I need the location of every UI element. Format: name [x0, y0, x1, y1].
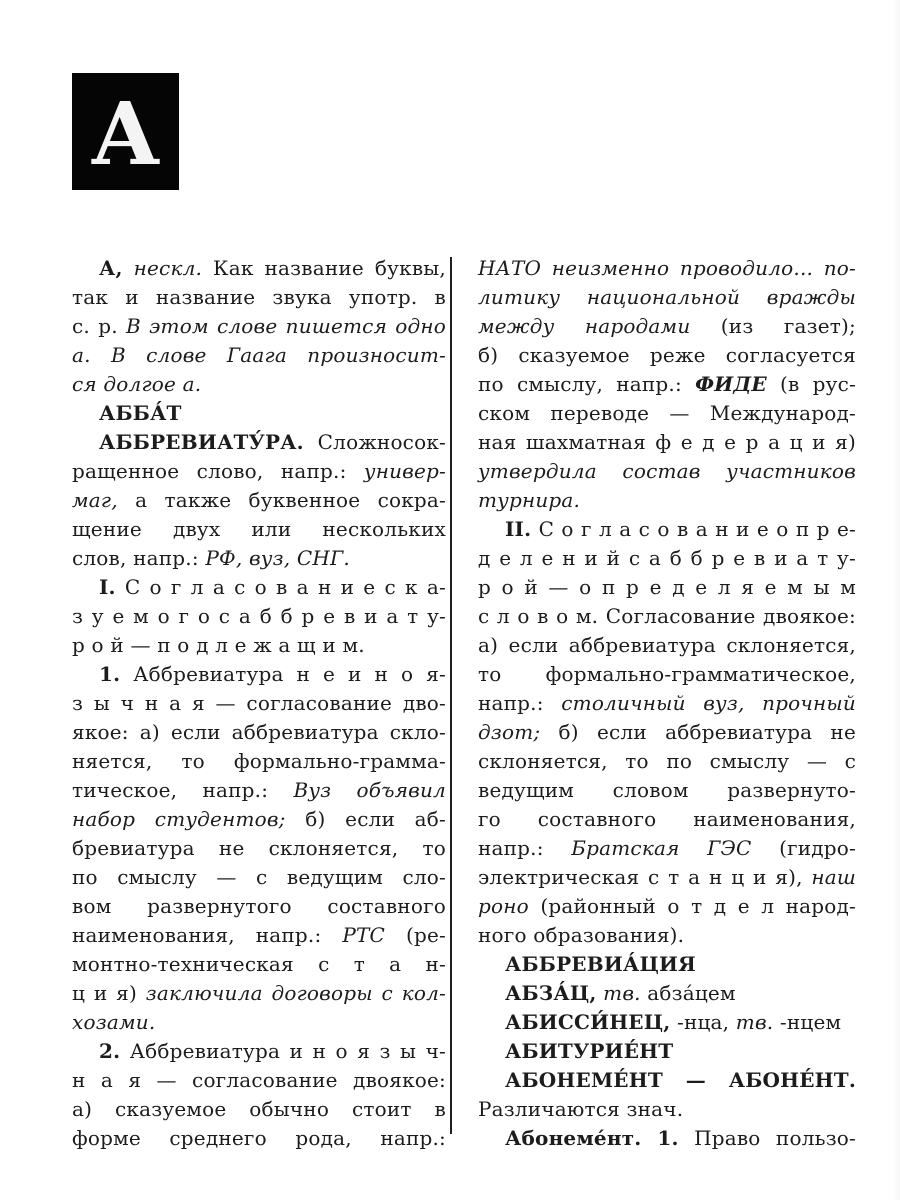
text-segment: АБИССИ́НЕЦ, — [505, 1010, 671, 1034]
text-segment: тв. — [729, 1010, 774, 1034]
text-line — [72, 834, 446, 863]
text-line — [478, 544, 856, 573]
text-segment: между народами — [478, 314, 691, 338]
text-line — [478, 718, 856, 747]
text-line — [478, 1037, 856, 1066]
text-line — [72, 747, 446, 776]
text-segment: ФИДЕ — [695, 372, 767, 396]
text-segment: (ре- — [385, 923, 446, 947]
text-line — [72, 805, 446, 834]
text-segment: нескл. — [122, 256, 203, 280]
text-line — [72, 254, 446, 283]
text-segment: го составного наименования, — [478, 807, 856, 831]
text-segment: набор студентов; — [72, 807, 286, 831]
text-segment: абза́цем — [640, 981, 736, 1005]
text-segment: слов, напр.: — [72, 546, 206, 570]
text-line — [72, 486, 446, 515]
text-line — [478, 1008, 856, 1037]
text-line — [72, 1008, 446, 1037]
text-segment: РФ, вуз, СНГ. — [205, 546, 350, 570]
text-segment: склоняется, то по смыслу — с — [478, 749, 856, 773]
text-line — [478, 660, 856, 689]
text-line — [478, 370, 856, 399]
text-segment: р о й — п о д л е ж а щ и м. — [72, 633, 365, 657]
text-line — [478, 515, 856, 544]
text-segment: бревиатура не склоняется, то — [72, 836, 446, 860]
text-line — [72, 1037, 446, 1066]
text-segment: ц и я) — [72, 981, 146, 1005]
text-segment: 2. — [99, 1039, 121, 1063]
text-line — [478, 950, 856, 979]
text-line — [478, 486, 856, 515]
text-line — [478, 1066, 856, 1095]
text-line — [478, 1095, 856, 1124]
text-segment: универ- — [363, 459, 446, 483]
text-segment: (гидро- — [751, 836, 856, 860]
text-segment: Братская ГЭС — [571, 836, 752, 860]
text-segment: д е л е н и й с а б б р е в и а т у- — [478, 546, 856, 570]
text-segment: АББА́Т — [99, 401, 182, 425]
text-line — [478, 805, 856, 834]
text-segment: н а я — согласование двоякое: — [72, 1068, 446, 1092]
text-segment: (из газет); — [690, 314, 856, 338]
text-segment: наш — [811, 865, 856, 889]
text-segment: то формально-грамматическое, — [478, 662, 856, 686]
text-segment: маг, — [72, 488, 118, 512]
text-line — [478, 979, 856, 1008]
column-right — [478, 254, 856, 1153]
text-line — [72, 312, 446, 341]
text-line — [478, 863, 856, 892]
text-line — [72, 950, 446, 979]
text-segment: дзот; — [478, 720, 541, 744]
text-segment: по смыслу, напр.: — [478, 372, 696, 396]
text-segment: Аббревиатура н е и н о я- — [120, 662, 446, 686]
text-segment: литику национальной вражды — [478, 285, 856, 309]
text-line — [478, 399, 856, 428]
text-line — [478, 573, 856, 602]
text-line — [72, 341, 446, 370]
text-segment: няется, то формально-грамма- — [72, 749, 446, 773]
text-segment: ного образования). — [478, 923, 685, 947]
text-segment: АББРЕВИАТУ́РА. — [99, 430, 304, 454]
text-line — [72, 370, 446, 399]
text-segment: тв. — [596, 981, 641, 1005]
letter-section-tile — [72, 73, 179, 190]
text-line — [72, 544, 446, 573]
text-line — [72, 631, 446, 660]
text-segment: турнира. — [478, 488, 581, 512]
text-segment: с. р. — [72, 314, 126, 338]
text-line — [72, 428, 446, 457]
text-segment: напр.: — [478, 836, 572, 860]
text-segment: а) сказуемое обычно стоит в — [72, 1097, 446, 1121]
text-line — [72, 863, 446, 892]
text-segment: Как название буквы, — [202, 256, 446, 280]
text-segment: АББРЕВИА́ЦИЯ — [505, 952, 696, 976]
text-line — [72, 979, 446, 1008]
text-segment: АБИТУРИЕ́НТ — [505, 1039, 674, 1063]
text-segment: электрическая с т а н ц и я), — [478, 865, 812, 889]
text-segment: АБОНЕМЕ́НТ — АБОНЕ́НТ. — [505, 1068, 856, 1092]
text-segment: В этом слове пишется одно — [126, 314, 446, 338]
text-line — [478, 312, 856, 341]
text-line — [478, 341, 856, 370]
text-segment: так и название звука употр. в — [72, 285, 446, 309]
text-segment: ся долгое а. — [72, 372, 202, 396]
column-left — [72, 254, 446, 1153]
text-segment: ведущим словом развернуто- — [478, 778, 856, 802]
text-line — [478, 834, 856, 863]
text-line — [478, 892, 856, 921]
text-line — [72, 1095, 446, 1124]
text-line — [72, 515, 446, 544]
text-segment: С о г л а с о в а н и е с к а- — [115, 575, 446, 599]
text-segment: наименования, напр.: — [72, 923, 343, 947]
text-line — [72, 660, 446, 689]
text-segment: Сложносок- — [303, 430, 446, 454]
text-segment: напр.: — [478, 691, 562, 715]
section-letter: А — [90, 83, 161, 185]
text-line — [72, 399, 446, 428]
text-segment: р о й — о п р е д е л я е м ы м — [478, 575, 856, 599]
text-segment: -нца, — [670, 1010, 730, 1034]
text-segment: 1. — [99, 662, 121, 686]
text-segment: якое: а) если аббревиатура скло- — [72, 720, 446, 744]
text-segment: а также буквенное сокра- — [117, 488, 446, 512]
text-segment: б) если аббревиатура не — [540, 720, 856, 744]
text-segment: утвердила состав участников — [478, 459, 856, 483]
text-line — [72, 573, 446, 602]
text-segment: щение двух или нескольких — [72, 517, 446, 541]
text-line — [72, 602, 446, 631]
text-segment: а) если аббревиатура склоняется, — [478, 633, 856, 657]
text-line — [72, 689, 446, 718]
text-segment: вом развернутого составного — [72, 894, 446, 918]
text-segment: форме среднего рода, напр.: — [72, 1126, 446, 1150]
text-line — [478, 457, 856, 486]
text-line — [72, 1124, 446, 1153]
text-line — [478, 631, 856, 660]
text-segment: хозами. — [72, 1010, 156, 1034]
text-segment: РТС — [342, 923, 386, 947]
text-segment: роно — [478, 894, 529, 918]
text-segment: (в рус- — [766, 372, 856, 396]
text-line — [478, 747, 856, 776]
text-line — [478, 921, 856, 950]
text-segment: АБЗА́Ц, — [505, 981, 597, 1005]
column-divider — [450, 257, 452, 1134]
text-segment: Вуз объявил — [293, 778, 446, 802]
text-segment: б) сказуемое реже согласуется — [478, 343, 856, 367]
text-segment: б) если аб- — [285, 807, 446, 831]
text-line — [478, 283, 856, 312]
text-line — [478, 602, 856, 631]
text-line — [478, 689, 856, 718]
text-segment: з у е м о г о с а б б р е в и а т у- — [72, 604, 446, 628]
text-segment: Абонеме́нт. 1. — [505, 1126, 679, 1150]
text-line — [478, 1124, 856, 1153]
text-segment: Различаются знач. — [478, 1097, 684, 1121]
text-segment: тическое, напр.: — [72, 778, 294, 802]
scan-edge-shadow — [892, 0, 900, 1200]
text-segment: ращенное слово, напр.: — [72, 459, 364, 483]
text-segment: С о г л а с о в а н и е о п р е- — [531, 517, 856, 541]
text-line — [72, 892, 446, 921]
text-segment: II. — [505, 517, 532, 541]
text-line — [478, 428, 856, 457]
text-segment: монтно-техническая с т а н- — [72, 952, 446, 976]
text-segment: Право пользо- — [678, 1126, 857, 1150]
text-segment: столичный вуз, прочный — [561, 691, 856, 715]
text-segment: по смыслу — с ведущим сло- — [72, 865, 446, 889]
text-line — [478, 776, 856, 805]
text-segment: а. В слове Гаага произносит- — [72, 343, 446, 367]
text-segment: з ы ч н а я — согласование дво- — [72, 691, 446, 715]
text-segment: с л о в о м. Согласование двоякое: — [478, 604, 856, 628]
text-segment: -нцем — [773, 1010, 842, 1034]
text-segment: ском переводе — Международ- — [478, 401, 856, 425]
text-line — [72, 457, 446, 486]
text-line — [72, 1066, 446, 1095]
text-segment: I. — [99, 575, 116, 599]
text-line — [72, 283, 446, 312]
text-segment: (районный о т д е л народ- — [528, 894, 856, 918]
text-segment: заключила договоры с кол- — [145, 981, 446, 1005]
text-segment: ная шахматная ф е д е р а ц и я) — [478, 430, 856, 454]
text-line — [72, 921, 446, 950]
text-line — [72, 776, 446, 805]
text-segment: А, — [99, 256, 123, 280]
text-line — [478, 254, 856, 283]
text-segment: Аббревиатура и н о я з ы ч- — [120, 1039, 446, 1063]
text-segment: НАТО неизменно проводило... по- — [478, 256, 856, 280]
text-line — [72, 718, 446, 747]
